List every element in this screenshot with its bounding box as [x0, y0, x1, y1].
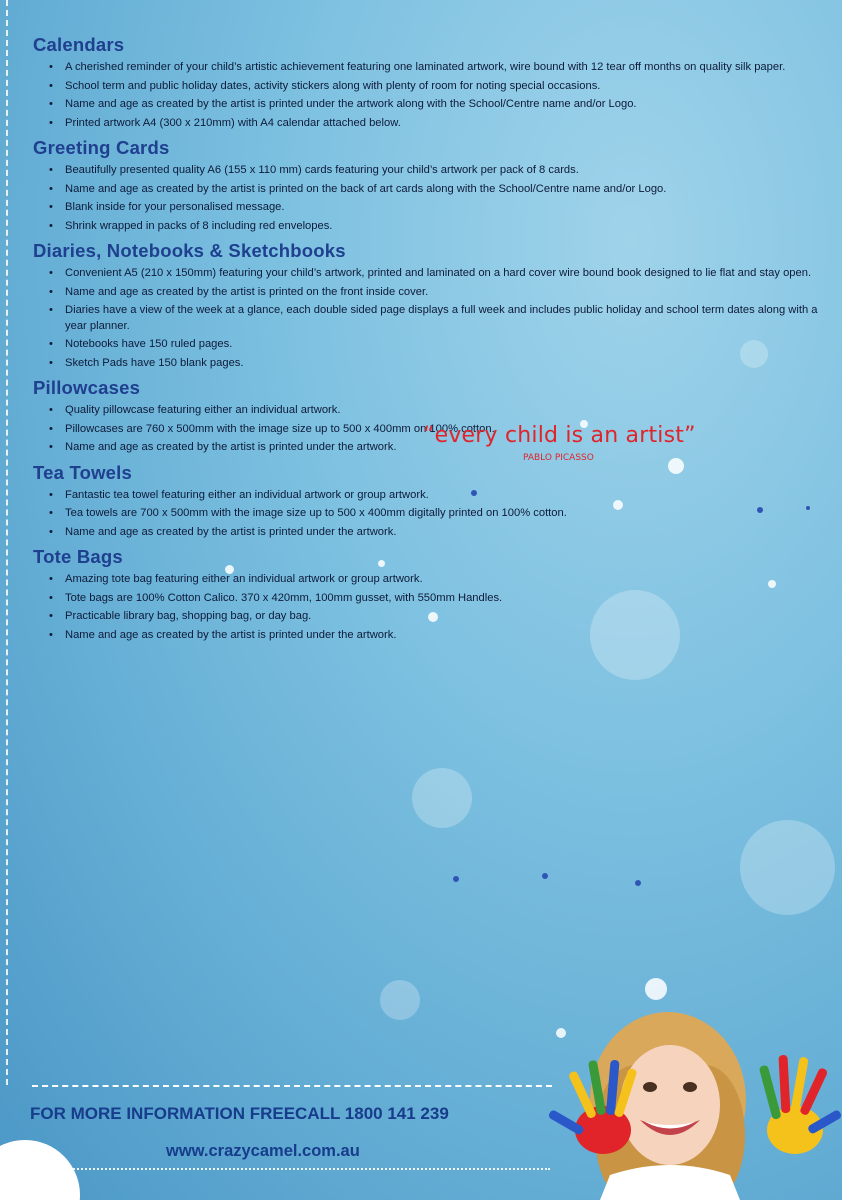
bullet-item: • Name and age as created by the artist is printed under the artwork. — [65, 628, 823, 644]
dot-decoration — [453, 876, 459, 882]
section-title: Calendars — [33, 34, 125, 55]
footer-divider — [32, 1085, 552, 1087]
bullet-item: • Printed artwork A4 (300 x 210mm) with A4 calendar attached below. — [65, 116, 823, 132]
bullet-item: • Diaries have a view of the week at a glance, each double sided page displays a full week and includes public holiday and school term dates along with a year planner. — [65, 303, 823, 334]
bullet-item: • Name and age as created by the artist is printed under the artwork along with the School/Centre name and/or Logo. — [65, 97, 823, 113]
bullet-list — [33, 60, 823, 131]
section-title: Diaries, Notebooks & Sketchbooks — [33, 240, 346, 261]
bullet-item: • Beautifully presented quality A6 (155 x 110 mm) cards featuring your child’s artwork per pack of 8 cards. — [65, 163, 823, 179]
section-diaries — [33, 240, 823, 371]
bullet-item: • Amazing tote bag featuring either an individual artwork or group artwork. — [65, 572, 823, 588]
bullet-item: • Fantastic tea towel featuring either an individual artwork or group artwork. — [65, 488, 823, 504]
dot-decoration — [635, 880, 641, 886]
cloud-decoration — [0, 1140, 80, 1200]
footer-dotted-line — [30, 1168, 550, 1170]
bullet-item: • Tea towels are 700 x 500mm with the image size up to 500 x 400mm digitally printed on 100% cotton. — [65, 506, 823, 522]
bullet-list — [33, 163, 823, 234]
bullet-item: • Name and age as created by the artist is printed on the back of art cards along with the School/Centre name and/or Logo. — [65, 182, 823, 198]
bullet-item: • Shrink wrapped in packs of 8 including red envelopes. — [65, 219, 823, 235]
dot-decoration — [542, 873, 548, 879]
bullet-item: • Tote bags are 100% Cotton Calico. 370 x 420mm, 100mm gusset, with 550mm Handles. — [65, 591, 823, 607]
bullet-item: • School term and public holiday dates, activity stickers along with plenty of room for noting special occasions. — [65, 79, 823, 95]
bubble-decoration — [380, 980, 420, 1020]
bullet-item: • A cherished reminder of your child’s artistic achievement featuring one laminated artwork, wire bound with 12 tear off months on quality silk paper. — [65, 60, 823, 76]
freecall-info: FOR MORE INFORMATION FREECALL 1800 141 239 — [30, 1104, 449, 1123]
bullet-list — [33, 488, 823, 541]
quote-author: PABLO PICASSO — [523, 453, 594, 463]
bullet-item: • Practicable library bag, shopping bag, or day bag. — [65, 609, 823, 625]
section-title: Tote Bags — [33, 546, 123, 567]
section-calendars — [33, 34, 823, 131]
picasso-quote: “every child is an artist” — [423, 423, 696, 448]
dashed-border — [6, 0, 8, 1085]
bullet-list — [33, 572, 823, 643]
bullet-list — [33, 266, 823, 371]
bullet-item: • Sketch Pads have 150 blank pages. — [65, 356, 823, 372]
section-title: Pillowcases — [33, 377, 141, 398]
bullet-item: • Name and age as created by the artist is printed on the front inside cover. — [65, 285, 823, 301]
website-link[interactable]: www.crazycamel.com.au — [166, 1142, 360, 1160]
product-list — [33, 34, 823, 649]
bullet-item: • Notebooks have 150 ruled pages. — [65, 337, 823, 353]
section-title: Tea Towels — [33, 461, 132, 483]
bubble-decoration — [412, 768, 472, 828]
bubble-decoration — [645, 978, 667, 1000]
bullet-item: • Convenient A5 (210 x 150mm) featuring your child’s artwork, printed and laminated on a hard cover wire bound book designed to lie flat and stay open. — [65, 266, 823, 282]
section-tote-bags — [33, 546, 823, 643]
section-tea-towels — [33, 462, 823, 541]
bullet-item: • Blank inside for your personalised message. — [65, 200, 823, 216]
section-greeting-cards — [33, 137, 823, 234]
bullet-item: • Name and age as created by the artist is printed under the artwork. — [65, 525, 823, 541]
bubble-decoration — [740, 820, 835, 915]
bullet-item: • Pillowcases are 760 x 500mm with the image size up to 500 x 400mm on 100% cotton. — [65, 422, 823, 438]
child-painted-hands-photo — [540, 1005, 842, 1200]
bullet-item: • Name and age as created by the artist is printed under the artwork. — [65, 440, 823, 456]
bullet-item: • Quality pillowcase featuring either an individual artwork. — [65, 403, 823, 419]
section-title: Greeting Cards — [33, 137, 170, 158]
